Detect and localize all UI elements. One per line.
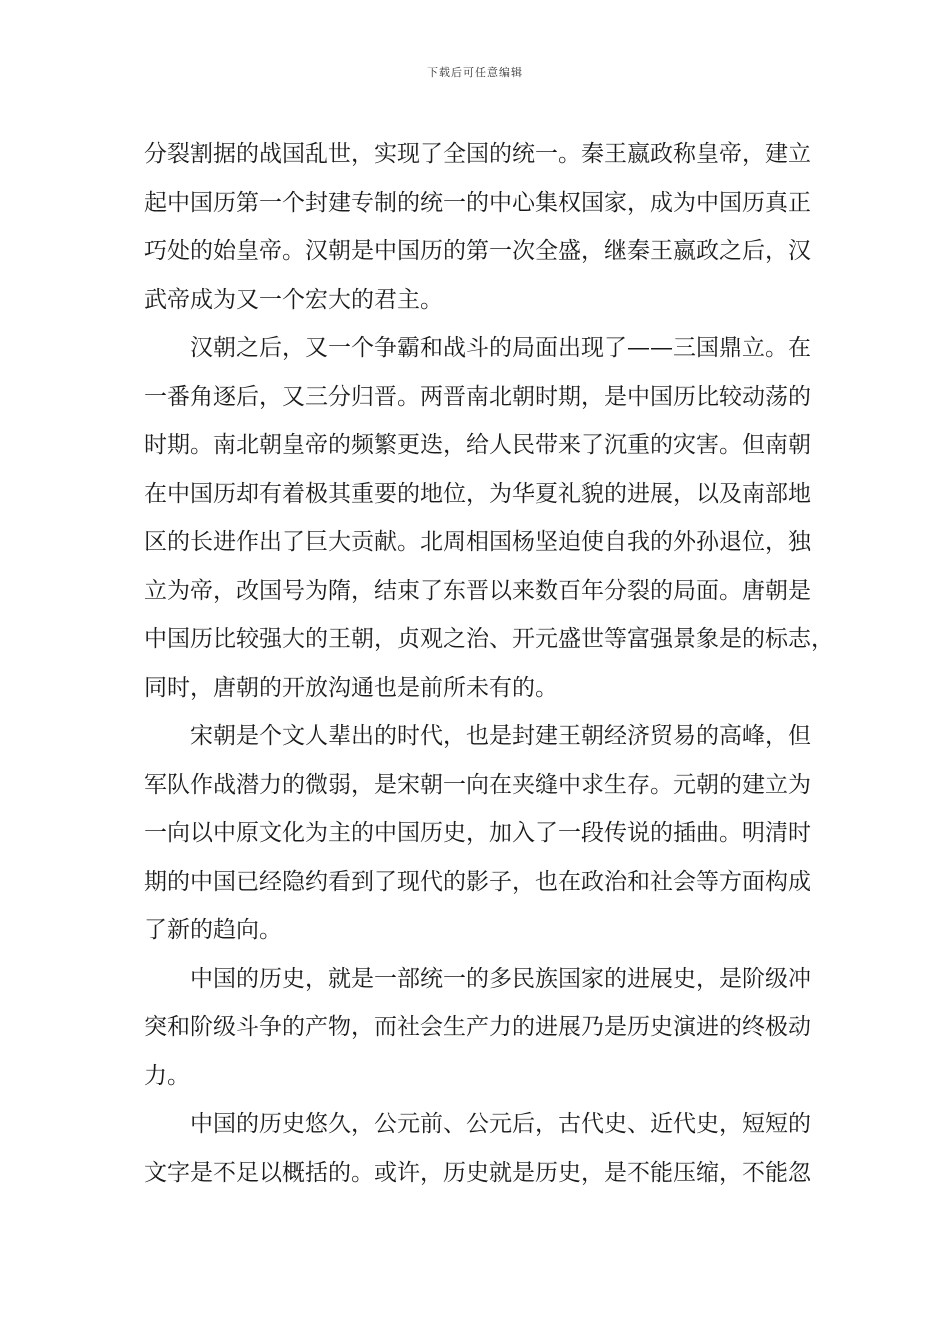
paragraph	[144, 1100, 811, 1197]
text-line: 中国的历史悠久，公元前、公元后，古代史、近代史，短短的	[190, 1111, 811, 1137]
text-line: 中国的历史，就是一部统一的多民族国家的进展史，是阶级冲	[190, 965, 811, 992]
text-line: 中国历比较强大的王朝，贞观之治、开元盛世等富强景象是的标志，	[144, 626, 834, 652]
text-line: 在中国历却有着极其重要的地位，为华夏礼貌的进展，以及南部地	[144, 480, 811, 507]
text-line: 文字是不足以概括的。或许，历史就是历史，是不能压缩，不能忽	[144, 1159, 811, 1186]
paragraph	[144, 955, 811, 1101]
text-line: 突和阶级斗争的产物，而社会生产力的进展乃是历史演进的终极动	[144, 1014, 811, 1040]
text-line: 了新的趋向。	[144, 917, 282, 943]
text-line: 力。	[144, 1062, 190, 1089]
paragraph	[144, 324, 834, 712]
text-line: 分裂割据的战国乱世，实现了全国的统一。秦王嬴政称皇帝，建立	[144, 141, 811, 167]
text-line: 武帝成为又一个宏大的君主。	[144, 286, 443, 313]
text-line: 一向以中原文化为主的中国历史，加入了一段传说的插曲。明清时	[144, 820, 811, 846]
text-line: 时期。南北朝皇帝的频繁更迭，给人民带来了沉重的灾害。但南朝	[144, 432, 811, 458]
document-body	[144, 130, 834, 1197]
text-line: 起中国历第一个封建专制的统一的中心集权国家，成为中国历真正	[144, 189, 811, 216]
text-line: 立为帝，改国号为隋，结束了东晋以来数百年分裂的局面。唐朝是	[144, 577, 811, 604]
text-line: 军队作战潜力的微弱，是宋朝一向在夹缝中求生存。元朝的建立为	[144, 771, 811, 798]
page-header: 下载后可任意编辑	[427, 66, 523, 79]
text-line: 同时，唐朝的开放沟通也是前所未有的。	[144, 674, 558, 701]
paragraph	[144, 130, 811, 324]
text-line: 宋朝是个文人辈出的时代，也是封建王朝经济贸易的高峰，但	[190, 723, 811, 749]
text-line: 汉朝之后，又一个争霸和战斗的局面出现了——三国鼎立。在	[190, 335, 811, 361]
text-line: 区的长进作出了巨大贡献。北周相国杨坚迫使自我的外孙退位，独	[144, 529, 811, 555]
text-line: 一番角逐后，又三分归晋。两晋南北朝时期，是中国历比较动荡的	[144, 383, 811, 410]
text-line: 巧处的始皇帝。汉朝是中国历的第一次全盛，继秦王嬴政之后，汉	[144, 238, 811, 264]
text-line: 期的中国已经隐约看到了现代的影子，也在政治和社会等方面构成	[144, 868, 811, 895]
paragraph	[144, 712, 811, 955]
